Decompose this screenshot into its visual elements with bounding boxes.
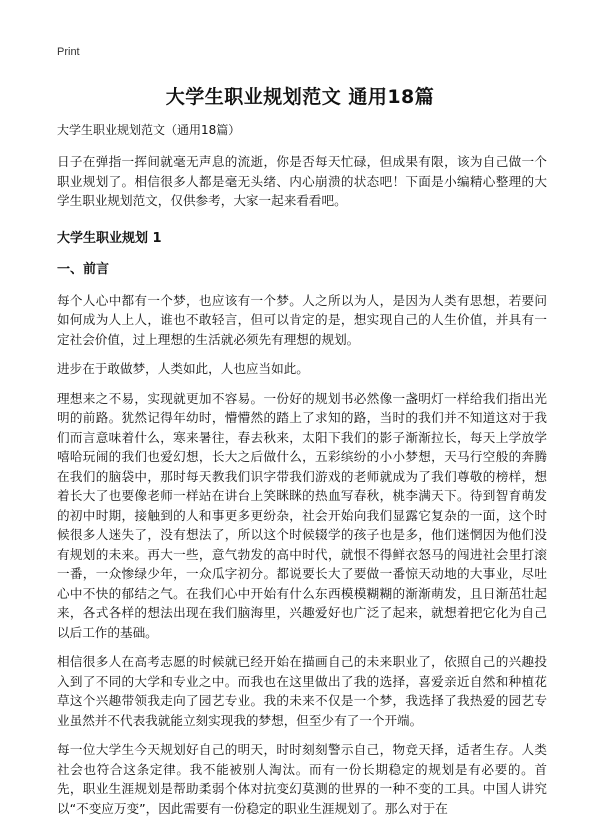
- body-paragraph: 相信很多人在高考志愿的时候就已经开始在描画自己的未来职业了，依照自己的兴趣投入到了不同的大学和专业之中。而我也在这里做出了我的选择，喜爱亲近自然和种植花草这个兴趣带领我走向了园艺专业。我的未来不仅是一个梦，我选择了我热爱的园艺专业虽然并不代表我就能立刻实现我的梦想，但至少有了一个开端。: [57, 654, 547, 728]
- body-paragraph: 每个人心中都有一个梦，也应该有一个梦。人之所以为人，是因为人类有思想，若要问如何成为人上人，谁也不敢轻言，但可以肯定的是，想实现自己的人生价值，并具有一定社会价值，过上理想的生活就必须先有理想的规划。: [57, 292, 547, 347]
- body-paragraph: 进步在于敢做梦，人类如此，人也应当如此。: [57, 361, 309, 376]
- document-subtitle: 大学生职业规划范文（通用18篇）: [57, 123, 241, 137]
- body-paragraph: 理想来之不易，实现就更加不容易。一份好的规划书必然像一盏明灯一样给我们指出光明的前路。犹然记得年幼时，懵懵然的踏上了求知的路，当时的我们并不知道这对于我们而言意味着什么，寒来暑往，春去秋来，太阳下我们的影子渐渐拉长，每天上学放学嘻哈玩闹的我们也爱幻想，长大之后做什么，五彩缤纷的小小梦想，天马行空般的奔腾在我们的脑袋中，那时每天教我们识字带我们游戏的老师就成为了我们尊敬的榜样，想着长大了也要像老师一样站在讲台上笑眯眯的热血写春秋，桃李满天下。待到智育萌发的初中时期，接触到的人和事更多更纷杂，社会开始向我们显露它复杂的一面，这个时候很多人迷失了，没有想法了，所以这个时候辍学的孩子也是多，他们迷惘因为他们没有规划的未来。再大一些，意气勃发的高中时代，就恨不得鲜衣怒马的闯进社会里打滚一番，一众惨绿少年，一众瓜字初分。都说要长大了要做一番惊天动地的大事业，尽吐心中不快的郁结之气。在我们心中开始有什么东西模模糊糊的渐渐萌发，且日渐茁壮起来，各式各样的想法出现在我们脑海里，兴趣爱好也广泛了起来，就想着把它化为自己以后工作的基础。: [57, 390, 547, 640]
- page-title: 大学生职业规划范文 通用18篇: [165, 86, 435, 108]
- section-heading: 大学生职业规划 1: [57, 230, 162, 246]
- intro-paragraph: 日子在弹指一挥间就毫无声息的流逝，你是否每天忙碌，但成果有限，该为自己做一个职业规划了。相信很多人都是毫无头绪、内心崩溃的状态吧！下面是小编精心整理的大学生职业规划范文，仅供参考，大家一起来看看吧。: [57, 154, 547, 208]
- section-subheading: 一、前言: [57, 261, 110, 277]
- document-body: [57, 122, 547, 828]
- body-paragraph: 每一位大学生今天规划好自己的明天，时时刻刻警示自己，物竞天择，适者生存。人类社会也符合这条定律。我不能被别人淘汰。而有一份长期稳定的规划是有必要的。首先，职业生涯规划是帮助柔弱个体对抗变幻莫测的世界的一种不变的工具。中国人讲究以“不变应万变”，因此需要有一份稳定的职业生涯规划了。那么对于在: [57, 742, 547, 816]
- print-label[interactable]: Print: [57, 46, 80, 58]
